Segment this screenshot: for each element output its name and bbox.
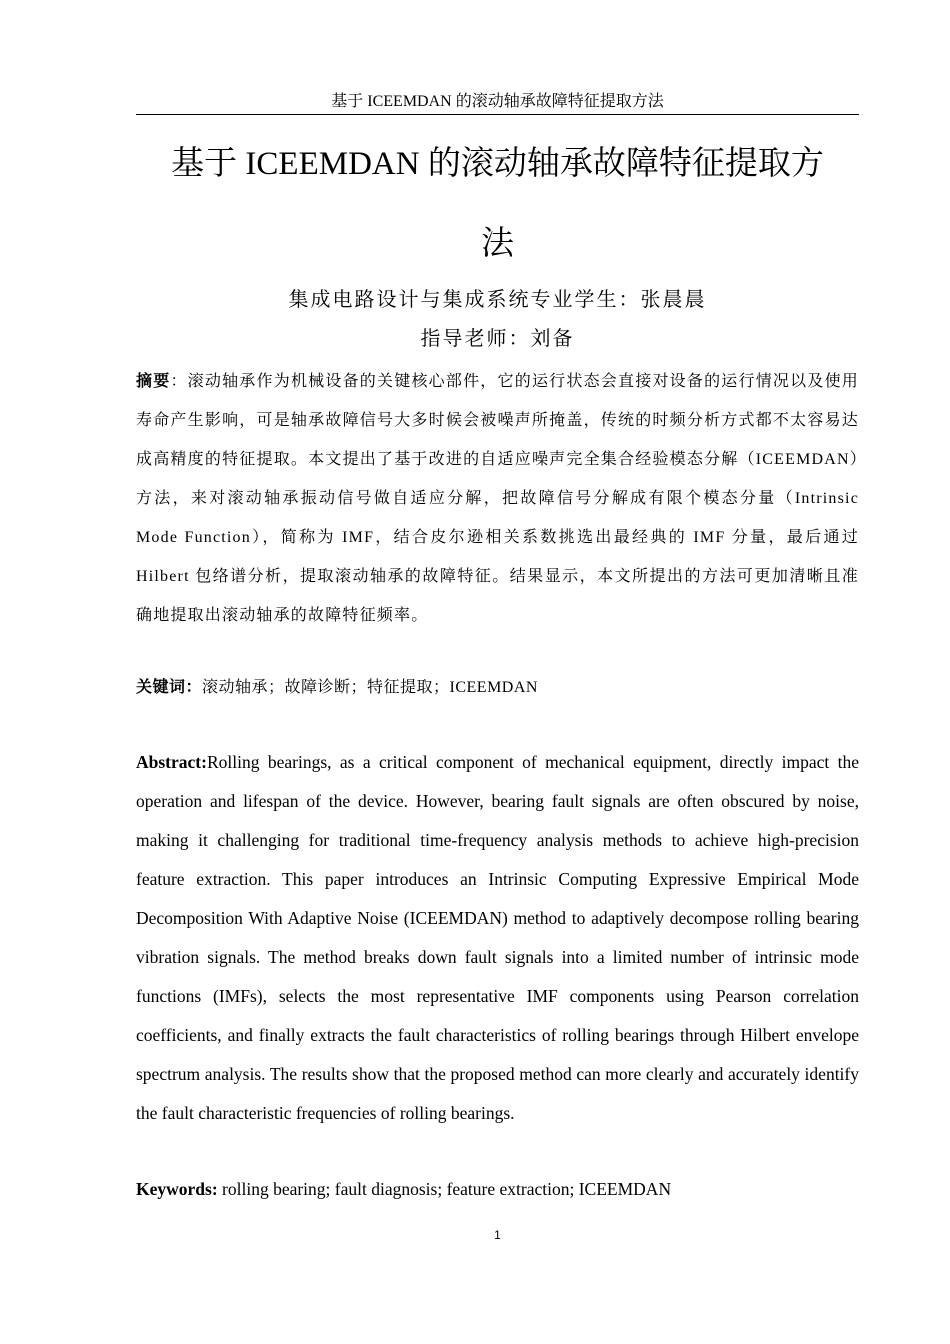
chinese-keywords-text: 滚动轴承；故障诊断；特征提取；ICEEMDAN [202, 679, 538, 696]
english-keywords [136, 1174, 859, 1204]
paper-title-line-1: 基于 ICEEMDAN 的滚动轴承故障特征提取方 [171, 146, 824, 182]
chinese-abstract-colon: ： [170, 373, 188, 390]
paper-title-line-2: 法 [481, 226, 514, 262]
chinese-abstract-label: 摘要 [136, 373, 171, 390]
running-header: 基于 ICEEMDAN 的滚动轴承故障特征提取方法 [331, 93, 664, 110]
chinese-abstract-text: 滚动轴承作为机械设备的关键核心部件，它的运行状态会直接对设备的运行情况以及使用寿命产生影响，可是轴承故障信号大多时候会被噪声所掩盖，传统的时频分析方式都不太容易达成高精度的特征提取。本文提出了基于改进的自适应噪声完全集合经验模态分解（ICEEMDAN）方法，来对滚动轴承振动信号做自适应分解，把故障信号分解成有限个模态分量（Intrinsic Mode Function），简称为 IMF，结合皮尔逊相关系数挑选出最经典的 IMF 分量，最后通过 Hilbert 包络谱分析，提取滚动轴承的故障特征。结果显示，本文所提出的方法可更加清晰且准确地提取出滚动轴承的故障特征频率。 [136, 373, 859, 624]
english-abstract [136, 743, 859, 1133]
page-number: 1 [494, 1228, 501, 1242]
header-rule [136, 114, 859, 115]
chinese-abstract [136, 362, 859, 635]
english-keywords-text: rolling bearing; fault diagnosis; feature extraction; ICEEMDAN [217, 1179, 672, 1199]
english-keywords-label: Keywords: [136, 1179, 218, 1199]
english-abstract-text: Rolling bearings, as a critical component of mechanical equipment, directly impact the operation and lifespan of the device. However, bearing fault signals are often obscured by noise, making it challenging for traditional time-frequency analysis methods to achieve high-precision feature extraction. This paper introduces an Intrinsic Computing Expressive Empirical Mode Decomposition With Adaptive Noise (ICEEMDAN) method to adaptively decompose rolling bearing vibration signals. The method breaks down fault signals into a limited number of intrinsic mode functions (IMFs), selects the most representative IMF components using Pearson correlation coefficients, and finally extracts the fault characteristics of rolling bearings through Hilbert envelope spectrum analysis. The results show that the proposed method can more clearly and accurately identify the fault characteristic frequencies of rolling bearings. [136, 752, 859, 1123]
chinese-keywords [136, 673, 859, 703]
chinese-keywords-label: 关键词： [136, 679, 203, 696]
advisor-line: 指导老师：刘备 [420, 328, 575, 350]
english-abstract-label: Abstract: [136, 752, 207, 772]
author-line: 集成电路设计与集成系统专业学生：张晨晨 [288, 289, 707, 311]
